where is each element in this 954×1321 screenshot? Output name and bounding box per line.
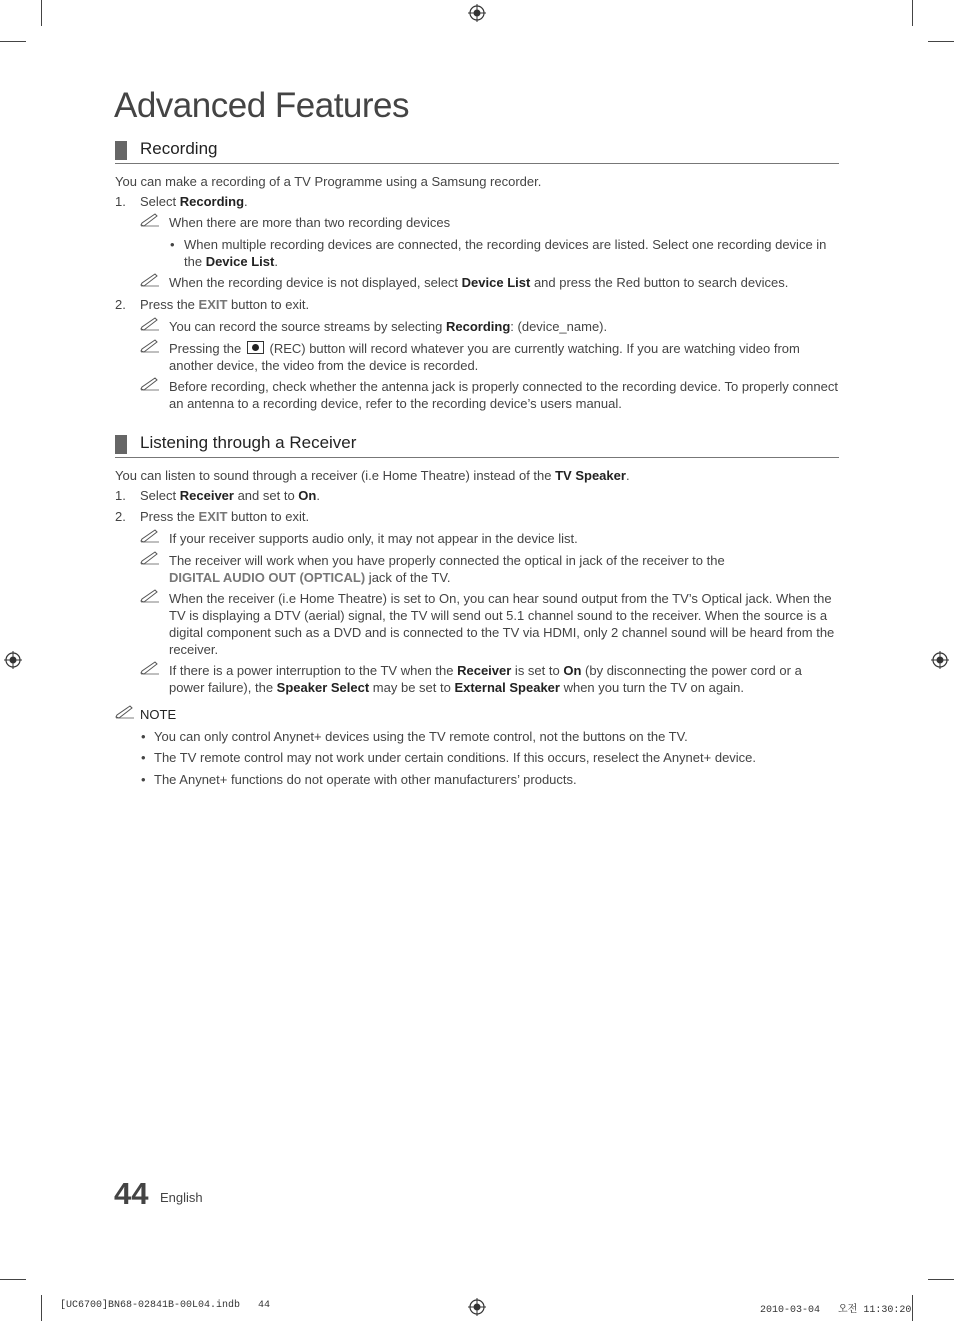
pencil-note-icon <box>140 317 160 331</box>
registration-mark-icon <box>931 651 949 669</box>
crop-mark <box>912 1295 913 1321</box>
note-item: The TV remote control may not work under certain conditions. If this occurs, reselect the Anynet+ device. <box>154 750 757 765</box>
step-number: 1. <box>115 194 126 209</box>
recording-note-1: When there are more than two recording devices <box>169 215 451 230</box>
pencil-note-icon <box>140 529 160 543</box>
receiver-step-1: Select Receiver and set to On. <box>140 488 320 503</box>
receiver-note-2: The receiver will work when you have properly connected the optical in jack of the receiver to the DIGITAL AUDIO OUT (OPTICAL) jack of the TV. <box>169 553 725 585</box>
registration-mark-icon <box>468 1298 486 1316</box>
print-file-info: [UC6700]BN68-02841B-00L04.indb 44 <box>60 1300 271 1311</box>
registration-mark-icon <box>468 4 486 22</box>
note-item: The Anynet+ functions do not operate with other manufacturers’ products. <box>154 772 577 787</box>
pencil-note-icon <box>140 661 160 675</box>
recording-intro: You can make a recording of a TV Programme using a Samsung recorder. <box>115 174 542 189</box>
recording-note-5: Before recording, check whether the antenna jack is properly connected to the recording device. To properly connect an antenna to a recording device, refer to the recording device’s users manual. <box>169 379 838 411</box>
receiver-note-1: If your receiver supports audio only, it may not appear in the device list. <box>169 531 578 546</box>
note-label: NOTE <box>140 707 177 722</box>
section-heading: Listening through a Receiver <box>140 433 357 452</box>
section-bar <box>115 435 127 454</box>
rec-button-icon <box>247 341 264 354</box>
recording-note-3: You can record the source streams by selecting Recording: (device_name). <box>169 319 608 334</box>
receiver-note-3: When the receiver (i.e Home Theatre) is set to On, you can hear sound output from the TV’s Optical jack. When the TV is displaying a DTV (aerial) signal, the TV will send out 5.1 channel sound to the receiver. When the source is a digital component such as a DVD and is connected to the TV via HDMI, only 2 channel sound will be heard from the receiver. <box>169 591 835 657</box>
bullet: • <box>141 729 146 744</box>
receiver-intro: You can listen to sound through a receiver (i.e Home Theatre) instead of the TV Speaker. <box>115 468 630 483</box>
pencil-note-icon <box>140 377 160 391</box>
section-header-receiver <box>115 435 839 458</box>
page-language: English <box>160 1190 203 1205</box>
recording-bullet-1: When multiple recording devices are connected, the recording devices are listed. Select one recording device in the Device List. <box>184 237 827 269</box>
recording-note-2: When the recording device is not displayed, select Device List and press the Red button to search devices. <box>169 275 789 290</box>
registration-mark-icon <box>4 651 22 669</box>
recording-note-4: Pressing the (REC) button will record whatever you are currently watching. If you are watching video from another device, the video from the device is recorded. <box>169 341 800 373</box>
crop-mark <box>928 1279 954 1280</box>
receiver-note-4: If there is a power interruption to the TV when the Receiver is set to On (by disconnecting the power cord or a power failure), the Speaker Select may be set to External Speaker when you turn the TV on again. <box>169 663 802 695</box>
page-title: Advanced Features <box>114 86 410 125</box>
step-number: 2. <box>115 509 126 524</box>
pencil-note-icon <box>115 705 135 719</box>
crop-mark <box>928 41 954 42</box>
note-item: You can only control Anynet+ devices using the TV remote control, not the buttons on the TV. <box>154 729 688 744</box>
pencil-note-icon <box>140 551 160 565</box>
receiver-step-2: Press the EXIT button to exit. <box>140 509 310 524</box>
bullet: • <box>141 772 146 787</box>
step-number: 2. <box>115 297 126 312</box>
crop-mark <box>0 1279 26 1280</box>
crop-mark <box>0 41 26 42</box>
pencil-note-icon <box>140 213 160 227</box>
section-heading: Recording <box>140 139 218 158</box>
pencil-note-icon <box>140 589 160 603</box>
crop-mark <box>41 0 42 26</box>
crop-mark <box>41 1295 42 1321</box>
crop-mark <box>912 0 913 26</box>
bullet: • <box>141 750 146 765</box>
print-timestamp: 2010-03-04 오전 11:30:20 <box>760 1305 912 1316</box>
page-number: 44 <box>114 1176 149 1211</box>
bullet: • <box>170 237 175 252</box>
section-bar <box>115 141 127 160</box>
recording-step-1: Select Recording. <box>140 194 248 209</box>
section-header-recording <box>115 141 839 164</box>
recording-step-2: Press the EXIT button to exit. <box>140 297 310 312</box>
pencil-note-icon <box>140 339 160 353</box>
pencil-note-icon <box>140 273 160 287</box>
step-number: 1. <box>115 488 126 503</box>
